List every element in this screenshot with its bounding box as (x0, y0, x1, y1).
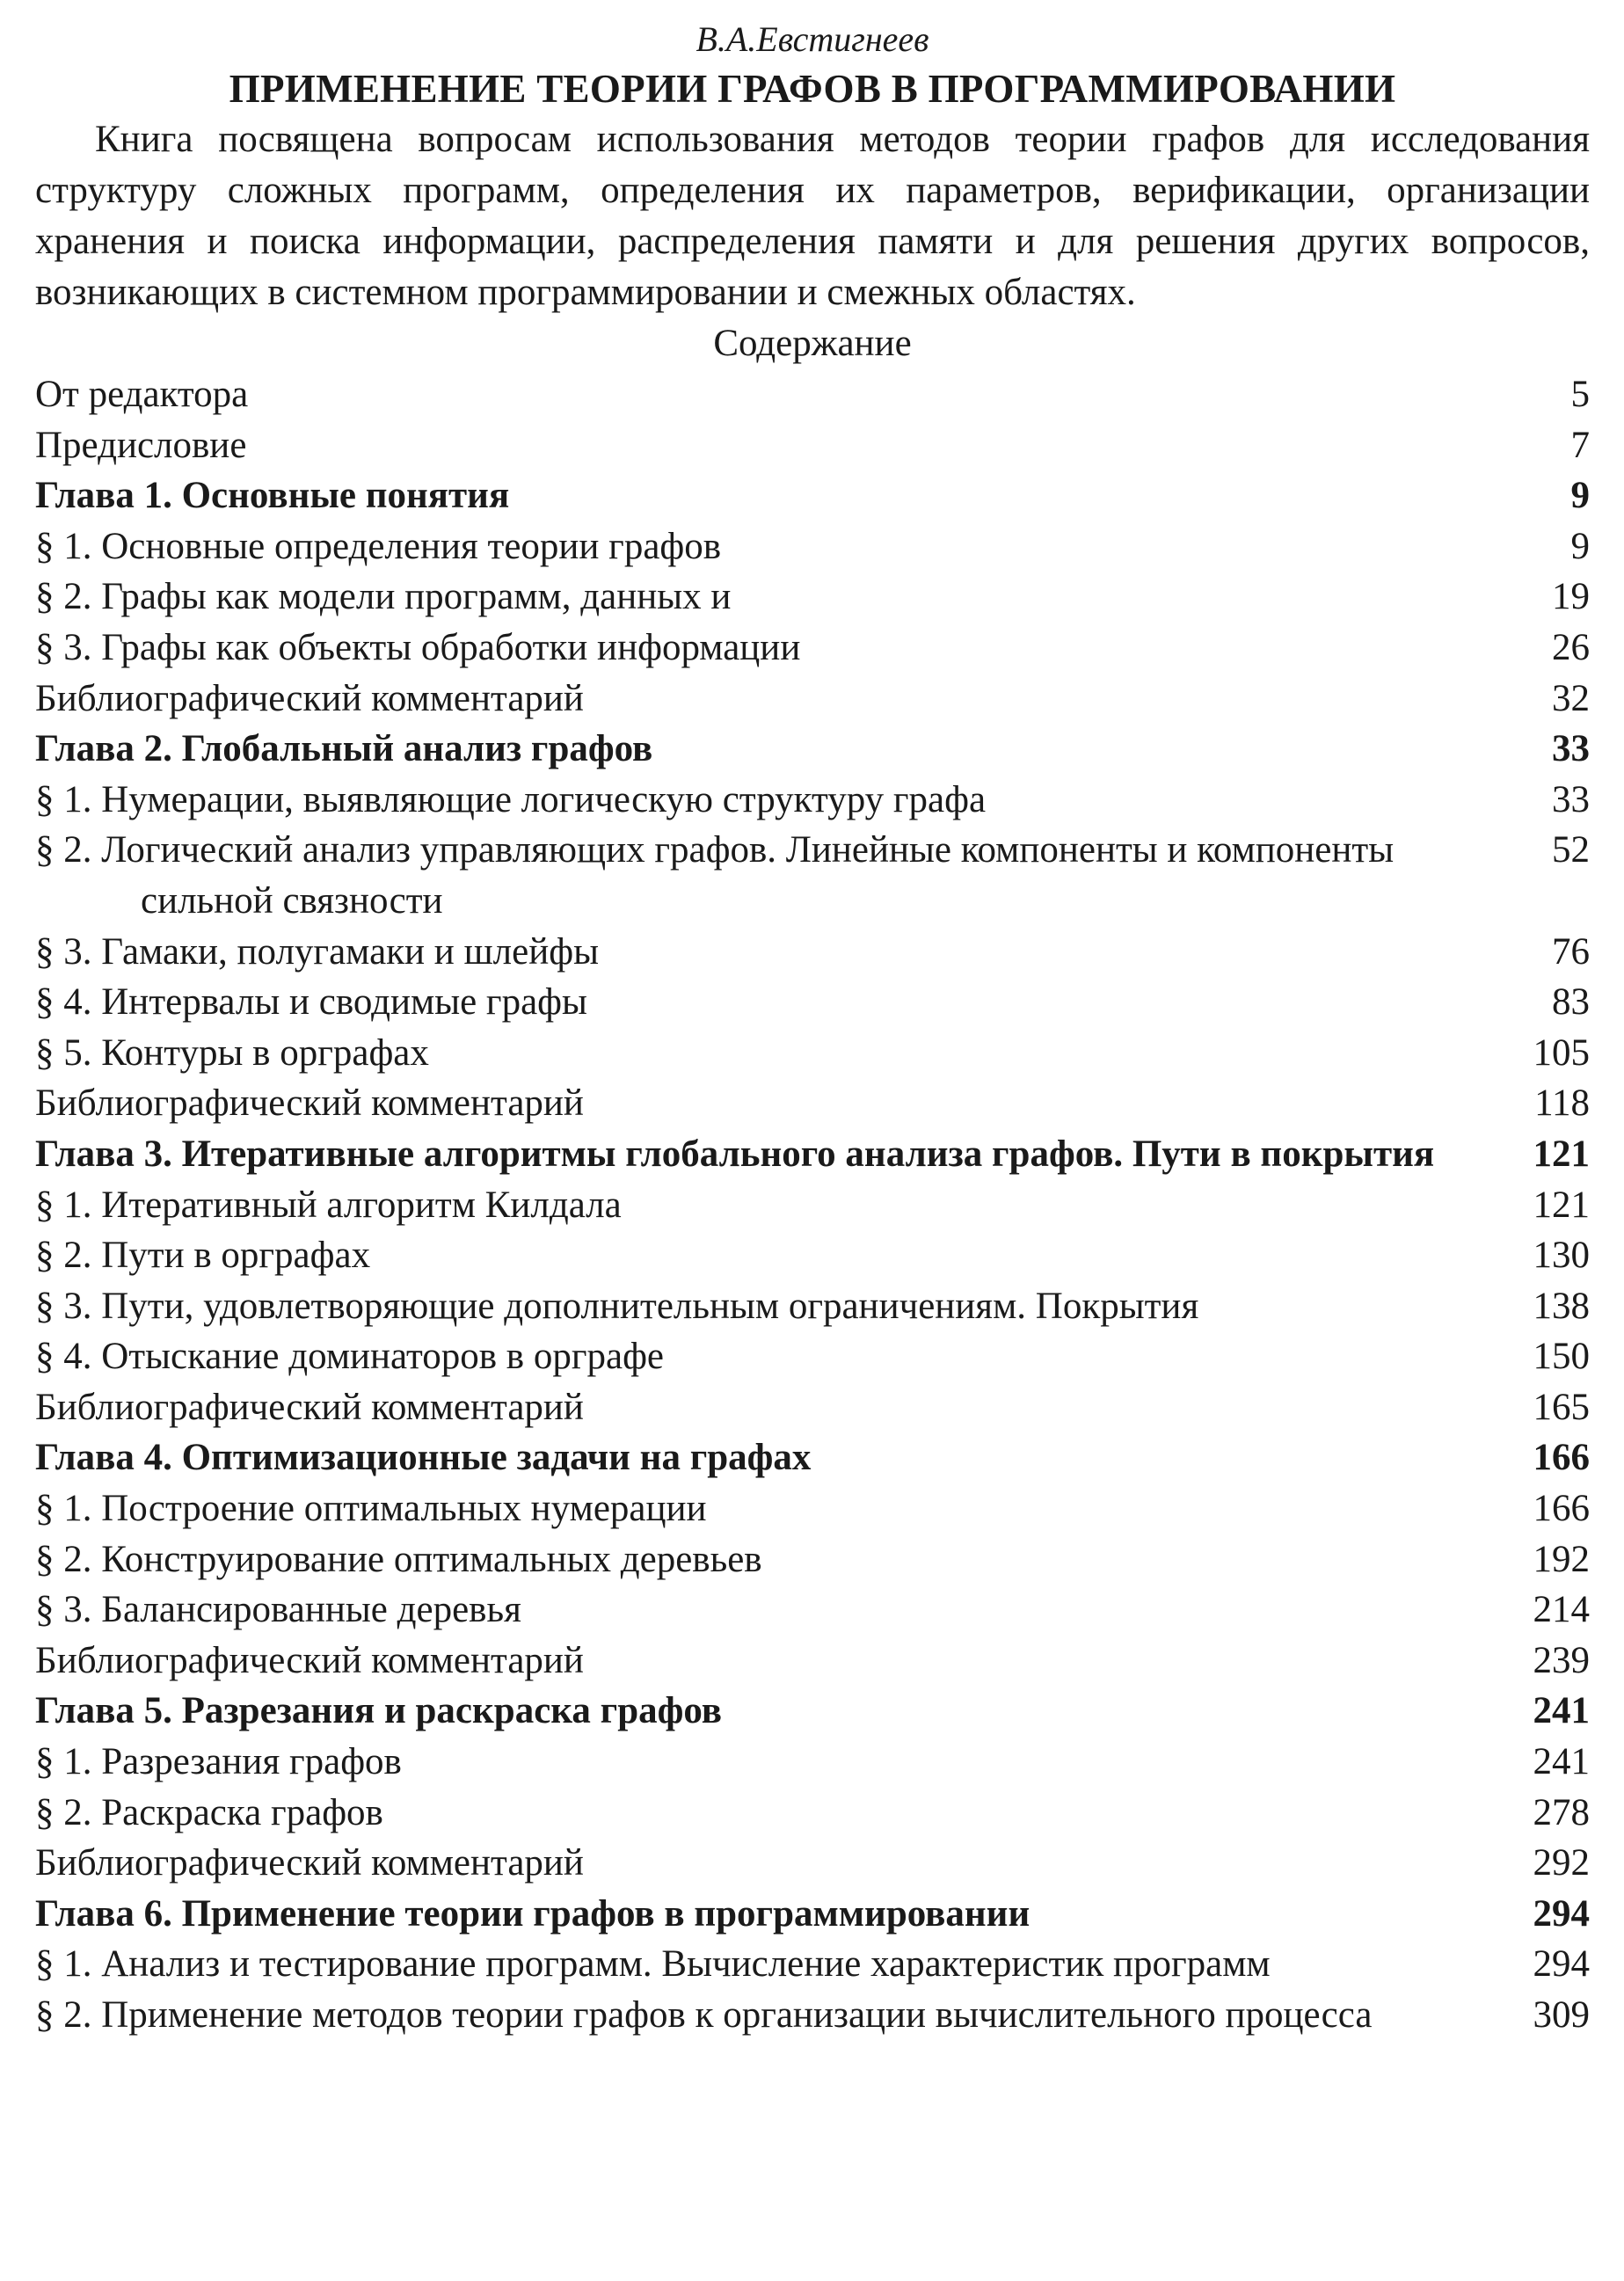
toc-entry-page-number: 292 (1533, 1842, 1590, 1884)
toc-entry (35, 1990, 1590, 2041)
book-title: ПРИМЕНЕНИЕ ТЕОРИИ ГРАФОВ В ПРОГРАММИРОВАНИИ (229, 67, 1396, 111)
toc-entry (35, 1534, 1590, 1585)
toc-entry-title: § 2. Графы как модели программ, данных и (35, 576, 732, 618)
toc-entry-page-number: 118 (1534, 1082, 1590, 1125)
toc-chapter-entry (35, 1686, 1590, 1737)
toc-entry-page-number: 278 (1533, 1791, 1590, 1833)
toc-entry-page-number: 7 (1570, 424, 1590, 466)
toc-chapter-entry (35, 1889, 1590, 1940)
toc-entry-title: § 1. Разрезания графов (35, 1741, 402, 1783)
toc-entry-title: Библиографический комментарий (35, 1639, 584, 1681)
toc-entry-page-number: 52 (1552, 829, 1590, 871)
toc-entry-page-number: 19 (1552, 576, 1590, 618)
toc-entry-page-number: 130 (1533, 1235, 1590, 1277)
toc-entry-page-number: 33 (1552, 728, 1590, 770)
toc-entry (35, 1382, 1590, 1433)
toc-entry (35, 1078, 1590, 1129)
toc-entry-title: § 1. Итеративный алгоритм Килдала (35, 1184, 622, 1226)
toc-entry (35, 1180, 1590, 1231)
toc-entry (35, 1737, 1590, 1788)
toc-entry-title: Библиографический комментарий (35, 1842, 584, 1884)
toc-entry-page-number: 241 (1533, 1741, 1590, 1783)
toc-entry-page-number: 33 (1552, 778, 1590, 820)
toc-entry-title: Глава 5. Разрезания и раскраска графов (35, 1690, 723, 1732)
toc-entry-page-number: 5 (1570, 374, 1590, 415)
toc-entry (35, 1838, 1590, 1889)
toc-entry-title: § 2. Конструирование оптимальных деревьев (35, 1538, 762, 1580)
toc-entry-page-number: 214 (1533, 1589, 1590, 1631)
toc-entry-title: Библиографический комментарий (35, 677, 584, 719)
toc-entry-page-number: 166 (1533, 1437, 1590, 1479)
toc-entry-page-number: 105 (1533, 1031, 1590, 1074)
toc-entry-title: § 1. Основные определения теории графов (35, 525, 722, 567)
toc-entry-title: Глава 2. Глобальный анализ графов (35, 728, 653, 770)
toc-entry-page-number: 83 (1552, 981, 1590, 1024)
toc-entry-title: § 2. Применение методов теории графов к организации вычислительного процесса (35, 1994, 1373, 2036)
toc-entry (35, 674, 1590, 725)
toc-entry-title: § 4. Отыскание доминаторов в орграфе (35, 1336, 665, 1378)
toc-entry (35, 775, 1590, 826)
toc-chapter-entry (35, 1129, 1590, 1180)
toc-entry (35, 1331, 1590, 1382)
toc-entry-page-number: 150 (1533, 1336, 1590, 1378)
toc-entry (35, 1230, 1590, 1281)
toc-entry-title: Библиографический комментарий (35, 1082, 584, 1125)
toc-entry-title: § 3. Графы как объекты обработки информации (35, 626, 801, 668)
toc-entry (35, 1281, 1590, 1332)
toc-entry (35, 927, 1590, 978)
toc-entry-page-number: 165 (1533, 1386, 1590, 1428)
toc-entry-page-number: 32 (1552, 677, 1590, 719)
toc-entry-title: Глава 3. Итеративные алгоритмы глобального анализа графов. Пути в покрытия (35, 1133, 1435, 1175)
toc-entry-title: Глава 4. Оптимизационные задачи на графах (35, 1437, 812, 1479)
toc-entry-title: § 3. Гамаки, полугамаки и шлейфы (35, 930, 599, 973)
toc-entry (35, 623, 1590, 674)
book-abstract: Книга посвящена вопросам использования методов теории графов для исследования структуру сложных программ, определения их параметров, верификации, организации хранения и поиска информации, распределения памяти и для решения других вопросов, возникающих в системном программировании и смежных областях. (35, 119, 1590, 313)
toc-entry-page-number: 9 (1570, 475, 1590, 517)
toc-chapter-entry (35, 724, 1590, 775)
toc-entry (35, 369, 1590, 420)
toc-entry-title: § 3. Пути, удовлетворяющие дополнительным ограничениям. Покрытия (35, 1285, 1199, 1327)
toc-entry-page-number: 121 (1533, 1184, 1590, 1226)
toc-entry-title: Глава 6. Применение теории графов в программировании (35, 1892, 1030, 1935)
toc-entry (35, 1585, 1590, 1636)
toc-entry-title: Предисловие (35, 424, 247, 466)
toc-entry (35, 420, 1590, 471)
toc-entry-page-number: 309 (1533, 1994, 1590, 2036)
toc-entry-title: § 2. Пути в орграфах (35, 1235, 371, 1277)
contents-heading: Содержание (713, 323, 912, 364)
toc-entry-page-number: 138 (1533, 1285, 1590, 1327)
toc-chapter-entry (35, 470, 1590, 521)
toc-entry-page-number: 76 (1552, 930, 1590, 973)
document-page (35, 16, 1590, 2041)
toc-entry-title: § 2. Логический анализ управляющих графов. Линейные компоненты и компоненты сильной связности (35, 829, 1395, 922)
toc-entry-page-number: 166 (1533, 1488, 1590, 1530)
toc-entry (35, 977, 1590, 1028)
toc-entry (35, 1483, 1590, 1534)
toc-entry-page-number: 192 (1533, 1538, 1590, 1580)
toc-entry-page-number: 121 (1533, 1133, 1590, 1175)
toc-entry (35, 1939, 1590, 1990)
table-of-contents (35, 369, 1590, 2041)
toc-entry (35, 1028, 1590, 1079)
toc-entry-page-number: 294 (1533, 1943, 1590, 1986)
toc-entry-title: § 1. Анализ и тестирование программ. Вычисление характеристик программ (35, 1943, 1271, 1986)
toc-entry-title: § 1. Построение оптимальных нумерации (35, 1488, 707, 1530)
toc-entry-page-number: 26 (1552, 626, 1590, 668)
toc-entry-title: Библиографический комментарий (35, 1386, 584, 1428)
toc-entry-page-number: 294 (1533, 1892, 1590, 1935)
toc-entry-title: § 4. Интервалы и сводимые графы (35, 981, 587, 1024)
toc-entry-page-number: 241 (1533, 1690, 1590, 1732)
toc-entry (35, 1788, 1590, 1839)
toc-entry (35, 572, 1590, 623)
toc-entry-title: § 5. Контуры в орграфах (35, 1031, 429, 1074)
toc-entry-page-number: 9 (1570, 525, 1590, 567)
toc-entry-title: § 2. Раскраска графов (35, 1791, 383, 1833)
toc-chapter-entry (35, 1432, 1590, 1483)
toc-entry (35, 521, 1590, 572)
toc-entry-page-number: 239 (1533, 1639, 1590, 1681)
toc-entry-title: § 1. Нумерации, выявляющие логическую структуру графа (35, 778, 987, 820)
toc-entry (35, 1636, 1590, 1687)
toc-entry-title: § 3. Балансированные деревья (35, 1589, 521, 1631)
toc-entry (35, 825, 1590, 926)
toc-entry-title: От редактора (35, 374, 249, 415)
book-author: В.А.Евстигнеев (695, 19, 929, 59)
toc-entry-title: Глава 1. Основные понятия (35, 475, 510, 517)
